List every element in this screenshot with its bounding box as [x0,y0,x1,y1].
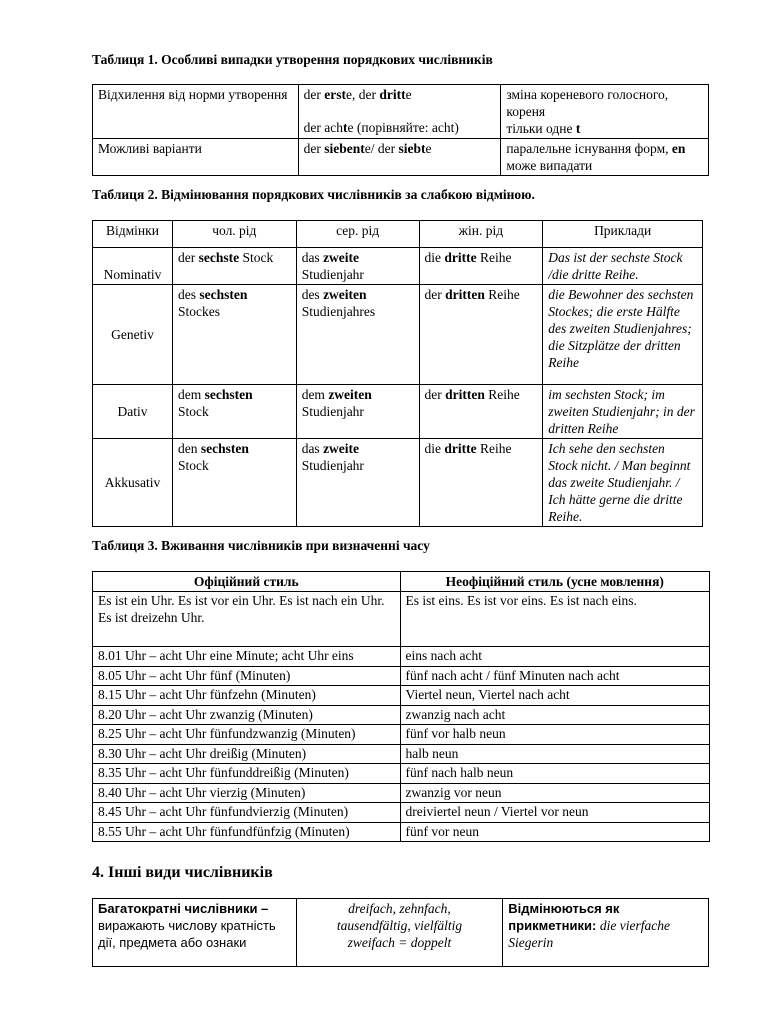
t2-masc: den sechsten Stock [172,439,296,527]
t3-informal: zwanzig nach acht [400,705,710,725]
table2-title: Таблиця 2. Відмінювання порядкових числівників за слабкою відміною. [92,187,535,202]
t3-official: 8.01 Uhr – acht Uhr eine Minute; acht Uhr eins [93,647,401,667]
table-row [93,705,710,725]
t2-masc: der sechste Stock [172,248,296,285]
table-row [93,725,710,745]
t1-r2-examples: der siebente/ der siebte [298,139,501,176]
table-row [93,686,710,706]
section4-table [92,898,709,967]
t2-neut: des zweiten Studienjahres [296,285,419,385]
t3-informal: Es ist eins. Es ist vor eins. Es ist nach eins. [400,592,710,647]
table-row [93,439,703,527]
t2-header-masc: чол. рід [172,221,296,248]
t1-r2-note: паралельне існування форм, en може випадати [501,139,709,176]
t2-masc: dem sechsten Stock [172,385,296,439]
t3-header-official: Офіційний стиль [93,572,401,592]
table-row [93,647,710,667]
t3-official: 8.30 Uhr – acht Uhr dreißig (Minuten) [93,744,401,764]
table-row [93,783,710,803]
table-row [93,803,710,823]
table-row [93,666,710,686]
table3 [92,571,710,842]
t2-case: Nominativ [93,248,173,285]
t2-example: die Bewohner des sechsten Stockes; die erste Hälfte des zweiten Studienjahres; die Sitzplätze der dritten Reihe [543,285,703,385]
s4-examples: dreifach, zehnfach, tausendfältig, vielfältig zweifach = doppelt [296,899,503,967]
t3-informal: Viertel neun, Viertel nach acht [400,686,710,706]
t3-informal: fünf nach halb neun [400,764,710,784]
t2-fem: die dritte Reihe [419,248,543,285]
table-row [93,744,710,764]
t3-informal: zwanzig vor neun [400,783,710,803]
t3-official: 8.05 Uhr – acht Uhr fünf (Minuten) [93,666,401,686]
t3-official: 8.35 Uhr – acht Uhr fünfunddreißig (Minuten) [93,764,401,784]
t2-neut: das zweite Studienjahr [296,248,419,285]
table-row [93,764,710,784]
t3-official: 8.25 Uhr – acht Uhr fünfundzwanzig (Minuten) [93,725,401,745]
t2-example: im sechsten Stock; im zweiten Studienjahr; in der dritten Reihe [543,385,703,439]
t2-case: Genetiv [93,285,173,385]
table3-title: Таблиця 3. Вживання числівників при визначенні часу [92,538,430,553]
t2-header-case: Відмінки [93,221,173,248]
s4-definition: Багатократні числівники – виражають числову кратність дії, предмета або ознаки [93,899,297,967]
t3-informal: eins nach acht [400,647,710,667]
table-row [93,385,703,439]
table-row [93,592,710,647]
t1-r2-label: Можливі варіанти [93,139,299,176]
t2-case: Akkusativ [93,439,173,527]
t3-official: 8.55 Uhr – acht Uhr fünfundfünfzig (Minuten) [93,822,401,842]
t2-masc: des sechsten Stockes [172,285,296,385]
t2-header-examples: Приклади [543,221,703,248]
s4-declension: Відмінюються як прикметники: die vierfache Siegerin [503,899,709,967]
t1-r1-label: Відхилення від норми утворення [93,85,299,139]
section4-heading: 4. Інші види числівників [92,864,273,881]
t3-header-informal: Неофіційний стиль (усне мовлення) [400,572,710,592]
t3-official: Es ist ein Uhr. Es ist vor ein Uhr. Es ist nach ein Uhr. Es ist dreizehn Uhr. [93,592,401,647]
t2-neut: dem zweiten Studienjahr [296,385,419,439]
t3-official: 8.20 Uhr – acht Uhr zwanzig (Minuten) [93,705,401,725]
t3-informal: halb neun [400,744,710,764]
t3-official: 8.40 Uhr – acht Uhr vierzig (Minuten) [93,783,401,803]
t3-informal: fünf vor neun [400,822,710,842]
table1-title: Таблиця 1. Особливі випадки утворення порядкових числівників [92,52,493,67]
t3-official: 8.45 Uhr – acht Uhr fünfundvierzig (Minuten) [93,803,401,823]
t3-official: 8.15 Uhr – acht Uhr fünfzehn (Minuten) [93,686,401,706]
t1-r1-examples: der erste, der dritte der achte (порівняйте: acht) [298,85,501,139]
table1 [92,84,709,176]
table2 [92,220,703,527]
table-row [93,285,703,385]
t2-header-fem: жін. рід [419,221,543,248]
t2-header-neut: сер. рід [296,221,419,248]
t2-case: Dativ [93,385,173,439]
t2-fem: der dritten Reihe [419,385,543,439]
t2-fem: der dritten Reihe [419,285,543,385]
t1-r1-note: зміна кореневого голосного, кореня тільки одне t [501,85,709,139]
t2-fem: die dritte Reihe [419,439,543,527]
t2-neut: das zweite Studienjahr [296,439,419,527]
t2-example: Ich sehe den sechsten Stock nicht. / Man beginnt das zweite Studienjahr. / Ich hätte gerne die dritte Reihe. [543,439,703,527]
table-row [93,822,710,842]
t3-informal: fünf vor halb neun [400,725,710,745]
t2-example: Das ist der sechste Stock /die dritte Reihe. [543,248,703,285]
t3-informal: fünf nach acht / fünf Minuten nach acht [400,666,710,686]
t3-informal: dreiviertel neun / Viertel vor neun [400,803,710,823]
table-row [93,248,703,285]
